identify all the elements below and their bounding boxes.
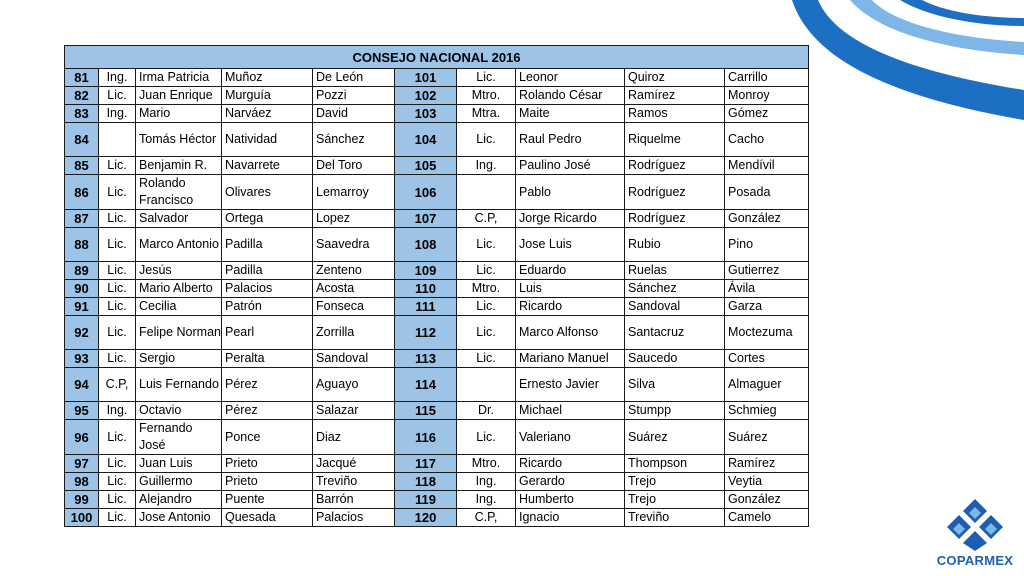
cell-name: Pablo	[516, 175, 625, 210]
cell-surname1: Olivares	[222, 175, 313, 210]
cell-title: Lic.	[99, 350, 136, 368]
cell-num: 114	[395, 368, 457, 402]
cell-surname1: Rodríguez	[625, 175, 725, 210]
cell-num: 83	[65, 105, 99, 123]
cell-surname1: Rodríguez	[625, 210, 725, 228]
table-row	[65, 210, 809, 228]
cell-title: Lic.	[457, 316, 516, 350]
cell-surname1: Ortega	[222, 210, 313, 228]
cell-name: Gerardo	[516, 473, 625, 491]
cell-surname1: Puente	[222, 491, 313, 509]
cell-surname2: Lemarroy	[313, 175, 395, 210]
cell-surname1: Peralta	[222, 350, 313, 368]
cell-title: Dr.	[457, 402, 516, 420]
cell-title: Lic.	[99, 491, 136, 509]
cell-name: Ignacio	[516, 509, 625, 527]
cell-name: Mariano Manuel	[516, 350, 625, 368]
cell-surname1: Prieto	[222, 455, 313, 473]
cell-name: Fernando José	[136, 420, 222, 455]
cell-surname2: Palacios	[313, 509, 395, 527]
cell-num: 116	[395, 420, 457, 455]
cell-title: Lic.	[99, 228, 136, 262]
cell-title: Mtro.	[457, 280, 516, 298]
cell-title: Ing.	[99, 105, 136, 123]
cell-num: 87	[65, 210, 99, 228]
cell-num: 89	[65, 262, 99, 280]
cell-num: 88	[65, 228, 99, 262]
cell-name: Benjamin R.	[136, 157, 222, 175]
cell-name: Michael	[516, 402, 625, 420]
cell-surname2: Cortes	[725, 350, 809, 368]
cell-num: 119	[395, 491, 457, 509]
cell-surname1: Pérez	[222, 402, 313, 420]
cell-surname2: Garza	[725, 298, 809, 316]
cell-title: Lic.	[99, 473, 136, 491]
cell-surname2: Carrillo	[725, 69, 809, 87]
cell-surname1: Natividad	[222, 123, 313, 157]
cell-num: 109	[395, 262, 457, 280]
cell-surname1: Silva	[625, 368, 725, 402]
coparmex-wordmark: COPARMEX	[936, 553, 1014, 568]
cell-name: Rolando Francisco	[136, 175, 222, 210]
cell-surname1: Padilla	[222, 228, 313, 262]
cell-title: Lic.	[457, 298, 516, 316]
cell-name: Mario	[136, 105, 222, 123]
cell-surname2: Treviño	[313, 473, 395, 491]
cell-surname1: Palacios	[222, 280, 313, 298]
cell-title: Lic.	[99, 280, 136, 298]
cell-surname2: Veytia	[725, 473, 809, 491]
cell-name: Rolando César	[516, 87, 625, 105]
cell-title: Lic.	[99, 175, 136, 210]
cell-title: Mtro.	[457, 455, 516, 473]
cell-surname2: Jacqué	[313, 455, 395, 473]
cell-num: 118	[395, 473, 457, 491]
cell-title: Ing.	[457, 473, 516, 491]
table-row	[65, 157, 809, 175]
cell-name: Marco Alfonso	[516, 316, 625, 350]
cell-title: Lic.	[457, 420, 516, 455]
table-row	[65, 228, 809, 262]
cell-num: 111	[395, 298, 457, 316]
cell-title: Lic.	[99, 509, 136, 527]
cell-surname1: Navarrete	[222, 157, 313, 175]
cell-name: Leonor	[516, 69, 625, 87]
cell-name: Cecilia	[136, 298, 222, 316]
cell-title: Lic.	[99, 157, 136, 175]
cell-name: Salvador	[136, 210, 222, 228]
cell-name: Eduardo	[516, 262, 625, 280]
table-row	[65, 473, 809, 491]
cell-title: Lic.	[457, 228, 516, 262]
cell-surname2: Schmieg	[725, 402, 809, 420]
cell-name: Sergio	[136, 350, 222, 368]
cell-title: Lic.	[99, 210, 136, 228]
table-row	[65, 262, 809, 280]
table-row	[65, 402, 809, 420]
cell-num: 85	[65, 157, 99, 175]
cell-surname2: Lopez	[313, 210, 395, 228]
cell-title: Lic.	[99, 455, 136, 473]
cell-surname1: Trejo	[625, 473, 725, 491]
cell-title: Ing.	[99, 402, 136, 420]
cell-title: C.P,	[457, 210, 516, 228]
cell-name: Luis	[516, 280, 625, 298]
table-row	[65, 123, 809, 157]
cell-name: Octavio	[136, 402, 222, 420]
cell-surname1: Ponce	[222, 420, 313, 455]
cell-surname1: Prieto	[222, 473, 313, 491]
cell-name: Paulino José	[516, 157, 625, 175]
cell-surname1: Quiroz	[625, 69, 725, 87]
cell-title: Lic.	[457, 350, 516, 368]
cell-title: Lic.	[99, 262, 136, 280]
cell-surname1: Thompson	[625, 455, 725, 473]
cell-name: Jose Antonio	[136, 509, 222, 527]
cell-name: Juan Luis	[136, 455, 222, 473]
cell-name: Luis Fernando	[136, 368, 222, 402]
cell-name: Irma Patricia	[136, 69, 222, 87]
cell-num: 96	[65, 420, 99, 455]
cell-name: Marco Antonio	[136, 228, 222, 262]
cell-num: 107	[395, 210, 457, 228]
cell-surname2: Gutierrez	[725, 262, 809, 280]
cell-surname2: Mendívil	[725, 157, 809, 175]
cell-name: Raul Pedro	[516, 123, 625, 157]
cell-name: Felipe Norman	[136, 316, 222, 350]
cell-num: 103	[395, 105, 457, 123]
table-row	[65, 280, 809, 298]
cell-surname2: Moctezuma	[725, 316, 809, 350]
cell-surname2: Del Toro	[313, 157, 395, 175]
cell-name: Jose Luis	[516, 228, 625, 262]
cell-surname2: Sandoval	[313, 350, 395, 368]
cell-surname1: Pearl	[222, 316, 313, 350]
cell-title	[457, 175, 516, 210]
cell-name: Ricardo	[516, 455, 625, 473]
cell-surname2: Zenteno	[313, 262, 395, 280]
cell-num: 104	[395, 123, 457, 157]
cell-name: Ernesto Javier	[516, 368, 625, 402]
cell-title: Lic.	[99, 316, 136, 350]
cell-surname1: Suárez	[625, 420, 725, 455]
cell-surname2: Almaguer	[725, 368, 809, 402]
cell-num: 99	[65, 491, 99, 509]
cell-surname2: Posada	[725, 175, 809, 210]
cell-surname2: Barrón	[313, 491, 395, 509]
cell-surname2: Sánchez	[313, 123, 395, 157]
cell-surname2: Pozzi	[313, 87, 395, 105]
cell-num: 106	[395, 175, 457, 210]
cell-name: Humberto	[516, 491, 625, 509]
table-row	[65, 316, 809, 350]
cell-title: Ing.	[457, 491, 516, 509]
cell-num: 120	[395, 509, 457, 527]
cell-title: Lic.	[99, 87, 136, 105]
cell-title: Lic.	[457, 123, 516, 157]
cell-surname2: Gómez	[725, 105, 809, 123]
cell-surname2: Ramírez	[725, 455, 809, 473]
table-row	[65, 69, 809, 87]
cell-name: Maite	[516, 105, 625, 123]
cell-name: Tomás Héctor	[136, 123, 222, 157]
cell-num: 101	[395, 69, 457, 87]
cell-surname2: Camelo	[725, 509, 809, 527]
cell-surname2: Ávila	[725, 280, 809, 298]
cell-name: Valeriano	[516, 420, 625, 455]
table-row	[65, 509, 809, 527]
cell-surname2: González	[725, 491, 809, 509]
cell-title: Ing.	[99, 69, 136, 87]
cell-surname1: Ramírez	[625, 87, 725, 105]
cell-title	[457, 368, 516, 402]
cell-surname2: Saavedra	[313, 228, 395, 262]
cell-surname2: Salazar	[313, 402, 395, 420]
cell-num: 98	[65, 473, 99, 491]
cell-surname1: Rodríguez	[625, 157, 725, 175]
cell-num: 82	[65, 87, 99, 105]
cell-surname1: Saucedo	[625, 350, 725, 368]
cell-name: Ricardo	[516, 298, 625, 316]
cell-surname1: Ramos	[625, 105, 725, 123]
table-row	[65, 298, 809, 316]
cell-num: 97	[65, 455, 99, 473]
cell-name: Alejandro	[136, 491, 222, 509]
table-row	[65, 455, 809, 473]
cell-title: Mtra.	[457, 105, 516, 123]
table-row	[65, 368, 809, 402]
cell-surname1: Trejo	[625, 491, 725, 509]
cell-num: 100	[65, 509, 99, 527]
cell-surname2: De León	[313, 69, 395, 87]
cell-name: Mario Alberto	[136, 280, 222, 298]
cell-num: 112	[395, 316, 457, 350]
cell-num: 105	[395, 157, 457, 175]
cell-title	[99, 123, 136, 157]
cell-title: Lic.	[457, 262, 516, 280]
cell-surname1: Santacruz	[625, 316, 725, 350]
cell-name: Guillermo	[136, 473, 222, 491]
cell-title: Mtro.	[457, 87, 516, 105]
cell-surname2: Pino	[725, 228, 809, 262]
cell-surname2: Diaz	[313, 420, 395, 455]
table-header-row	[65, 46, 809, 69]
cell-surname1: Muñoz	[222, 69, 313, 87]
cell-num: 84	[65, 123, 99, 157]
cell-surname1: Rubio	[625, 228, 725, 262]
cell-surname1: Stumpp	[625, 402, 725, 420]
council-table	[64, 45, 809, 527]
cell-num: 117	[395, 455, 457, 473]
cell-surname2: Cacho	[725, 123, 809, 157]
cell-num: 102	[395, 87, 457, 105]
cell-num: 93	[65, 350, 99, 368]
table-row	[65, 491, 809, 509]
cell-surname1: Ruelas	[625, 262, 725, 280]
cell-num: 86	[65, 175, 99, 210]
table-row	[65, 350, 809, 368]
cell-num: 91	[65, 298, 99, 316]
cell-surname1: Riquelme	[625, 123, 725, 157]
cell-surname1: Murguía	[222, 87, 313, 105]
swoosh-thin	[900, 0, 1024, 26]
cell-surname2: Monroy	[725, 87, 809, 105]
cell-title: C.P,	[457, 509, 516, 527]
table-title: CONSEJO NACIONAL 2016	[65, 46, 809, 69]
cell-surname2: Fonseca	[313, 298, 395, 316]
cell-title: C.P,	[99, 368, 136, 402]
cell-num: 95	[65, 402, 99, 420]
cell-num: 110	[395, 280, 457, 298]
cell-name: Jorge Ricardo	[516, 210, 625, 228]
table-row	[65, 87, 809, 105]
table-row	[65, 420, 809, 455]
cell-surname1: Treviño	[625, 509, 725, 527]
cell-name: Juan Enrique	[136, 87, 222, 105]
cell-surname2: Aguayo	[313, 368, 395, 402]
cell-surname1: Narváez	[222, 105, 313, 123]
cell-title: Ing.	[457, 157, 516, 175]
cell-surname2: David	[313, 105, 395, 123]
cell-num: 113	[395, 350, 457, 368]
table-row	[65, 175, 809, 210]
cell-surname2: Zorrilla	[313, 316, 395, 350]
cell-surname1: Patrón	[222, 298, 313, 316]
cell-num: 81	[65, 69, 99, 87]
table-row	[65, 105, 809, 123]
cell-surname2: Acosta	[313, 280, 395, 298]
cell-num: 90	[65, 280, 99, 298]
cell-surname1: Quesada	[222, 509, 313, 527]
cell-title: Lic.	[99, 420, 136, 455]
cell-surname2: González	[725, 210, 809, 228]
cell-surname1: Sánchez	[625, 280, 725, 298]
cell-surname1: Pérez	[222, 368, 313, 402]
cell-num: 94	[65, 368, 99, 402]
cell-num: 108	[395, 228, 457, 262]
cell-num: 115	[395, 402, 457, 420]
cell-surname1: Sandoval	[625, 298, 725, 316]
cell-num: 92	[65, 316, 99, 350]
cell-title: Lic.	[99, 298, 136, 316]
cell-name: Jesús	[136, 262, 222, 280]
cell-title: Lic.	[457, 69, 516, 87]
cell-surname2: Suárez	[725, 420, 809, 455]
cell-surname1: Padilla	[222, 262, 313, 280]
